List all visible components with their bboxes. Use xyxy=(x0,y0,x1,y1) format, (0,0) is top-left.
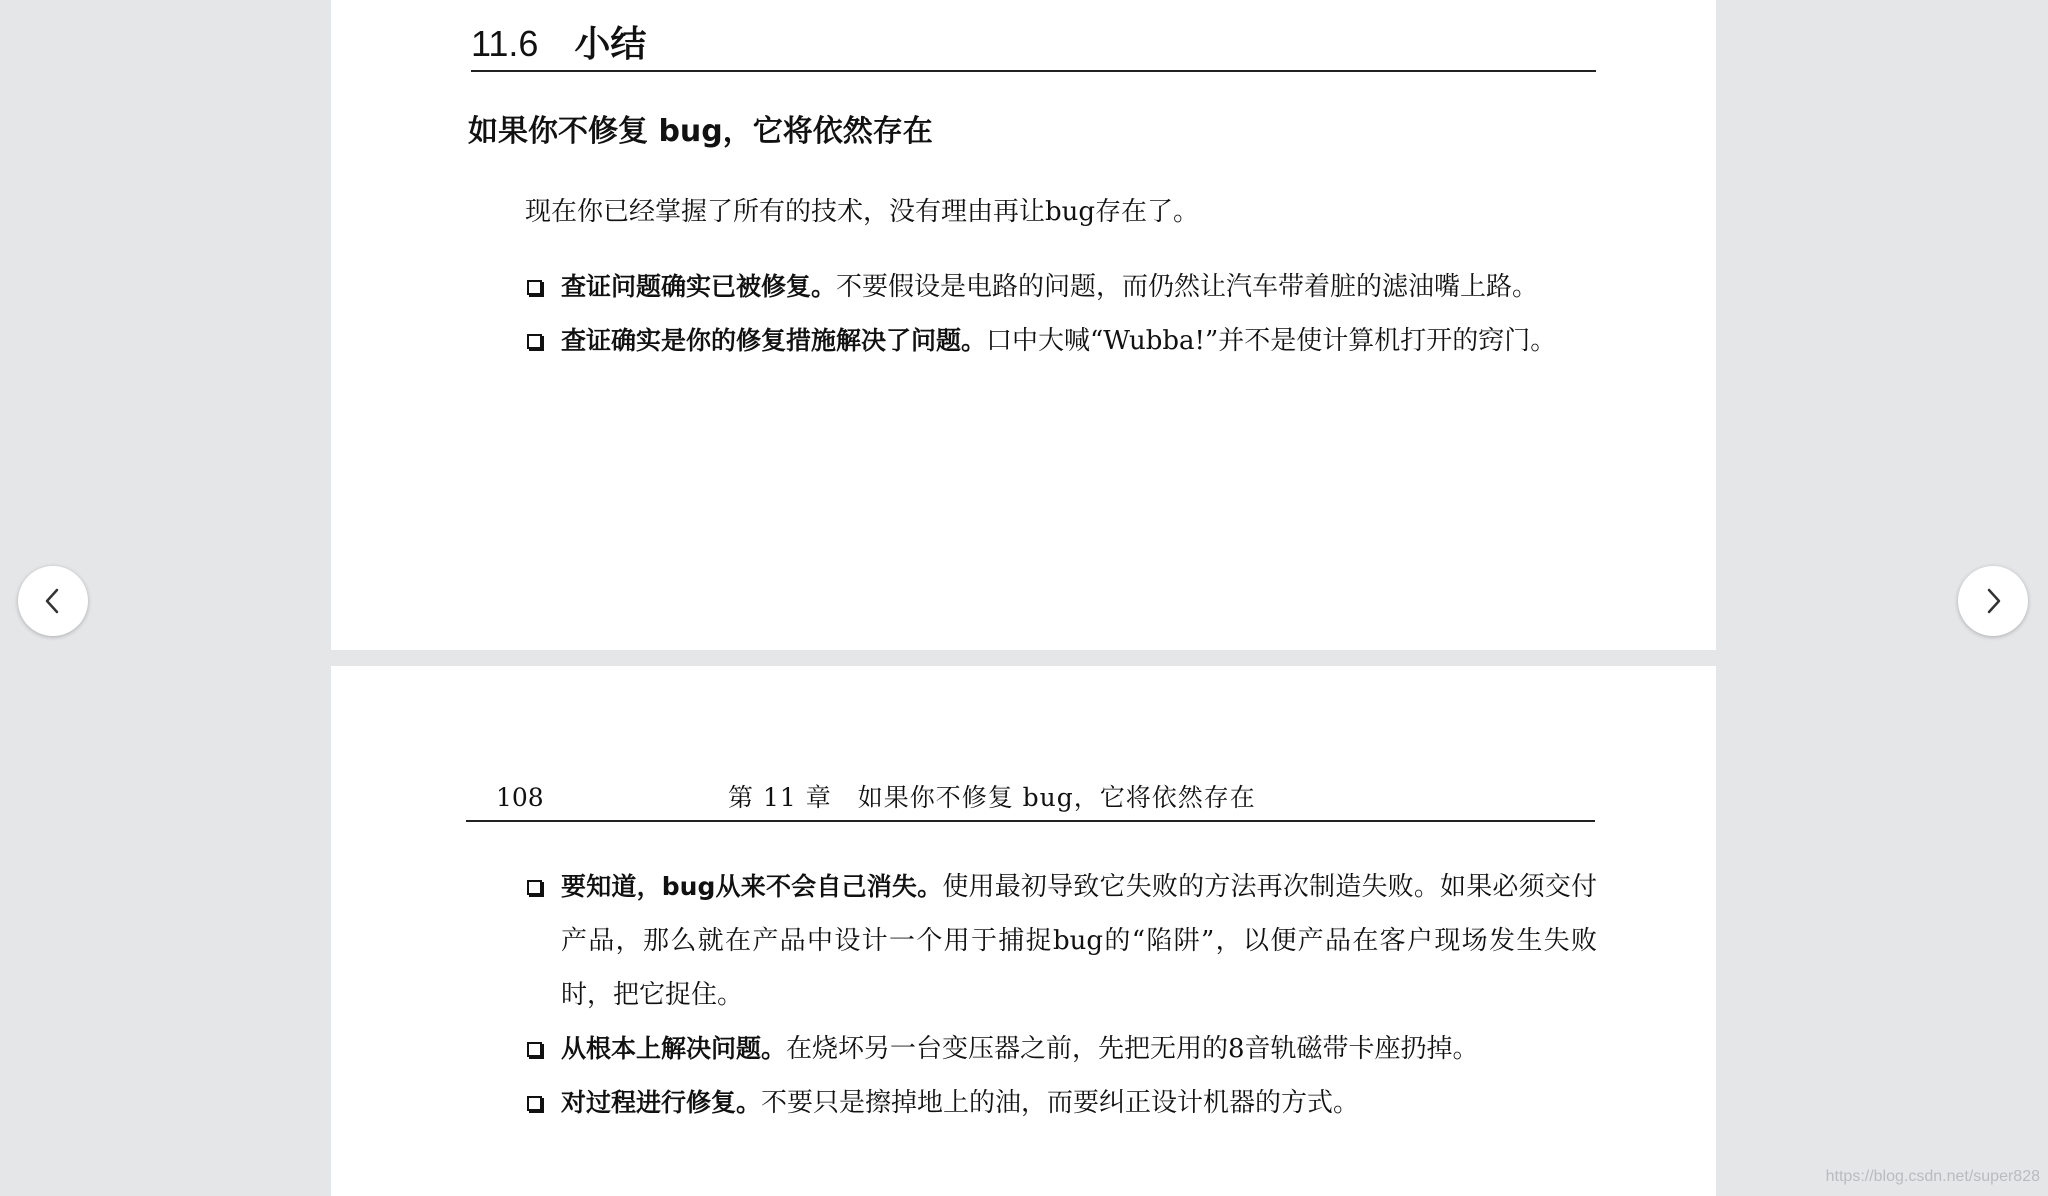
checkbox-bullet-icon xyxy=(527,280,542,295)
page-108 xyxy=(331,666,1716,1196)
bullet-text: 不要假设是电路的问题，而仍然让汽车带着脏的滤油嘴上路。 xyxy=(836,272,1539,302)
page-number: 108 xyxy=(496,783,544,812)
checkbox-bullet-icon xyxy=(527,1096,542,1111)
bullet-text: 使用最初导致它失败的方法再次制造失败。如果必须交付产品，那么就在产品中设计一个用于捕捉bug的“陷阱”，以便产品在客户现场发生失败时，把它捉住。 xyxy=(561,872,1597,1010)
list-item xyxy=(525,1022,1597,1076)
running-head-title: 第 11 章 如果你不修复 bug，它将依然存在 xyxy=(728,783,1256,812)
checkbox-bullet-icon xyxy=(527,334,542,349)
watermark: https://blog.csdn.net/super828 xyxy=(1825,1168,2040,1185)
page-section-summary xyxy=(331,0,1716,650)
bullet-text: 口中大喊“Wubba!”并不是使计算机打开的窍门。 xyxy=(986,326,1557,356)
chevron-left-icon xyxy=(38,586,68,616)
running-header xyxy=(466,776,1595,822)
bullet-lead: 对过程进行修复。 xyxy=(561,1088,762,1117)
bullet-lead: 从根本上解决问题。 xyxy=(561,1034,787,1063)
checkbox-bullet-icon xyxy=(527,880,542,895)
chapter-title: 如果你不修复 bug，它将依然存在 xyxy=(468,114,933,149)
section-number: 11.6 xyxy=(471,23,539,64)
list-item xyxy=(525,860,1597,1022)
bullet-text: 在烧坏另一台变压器之前，先把无用的8音轨磁带卡座扔掉。 xyxy=(786,1034,1479,1064)
previous-page-button[interactable] xyxy=(18,566,88,636)
chevron-right-icon xyxy=(1978,586,2008,616)
summary-list xyxy=(525,260,1597,368)
bullet-lead: 查证问题确实已被修复。 xyxy=(561,272,837,301)
section-title: 小结 xyxy=(574,23,647,64)
next-page-button[interactable] xyxy=(1958,566,2028,636)
list-item xyxy=(525,1076,1597,1130)
checkbox-bullet-icon xyxy=(527,1042,542,1057)
bullet-lead: 查证确实是你的修复措施解决了问题。 xyxy=(561,326,987,355)
bullet-lead: 要知道，bug从来不会自己消失。 xyxy=(561,872,943,901)
section-heading xyxy=(471,18,1596,72)
list-item xyxy=(525,314,1597,368)
bullet-text: 不要只是擦掉地上的油，而要纠正设计机器的方式。 xyxy=(761,1088,1360,1118)
summary-list-continued xyxy=(525,860,1597,1130)
intro-paragraph: 现在你已经掌握了所有的技术，没有理由再让bug存在了。 xyxy=(525,197,1200,227)
list-item xyxy=(525,260,1597,314)
